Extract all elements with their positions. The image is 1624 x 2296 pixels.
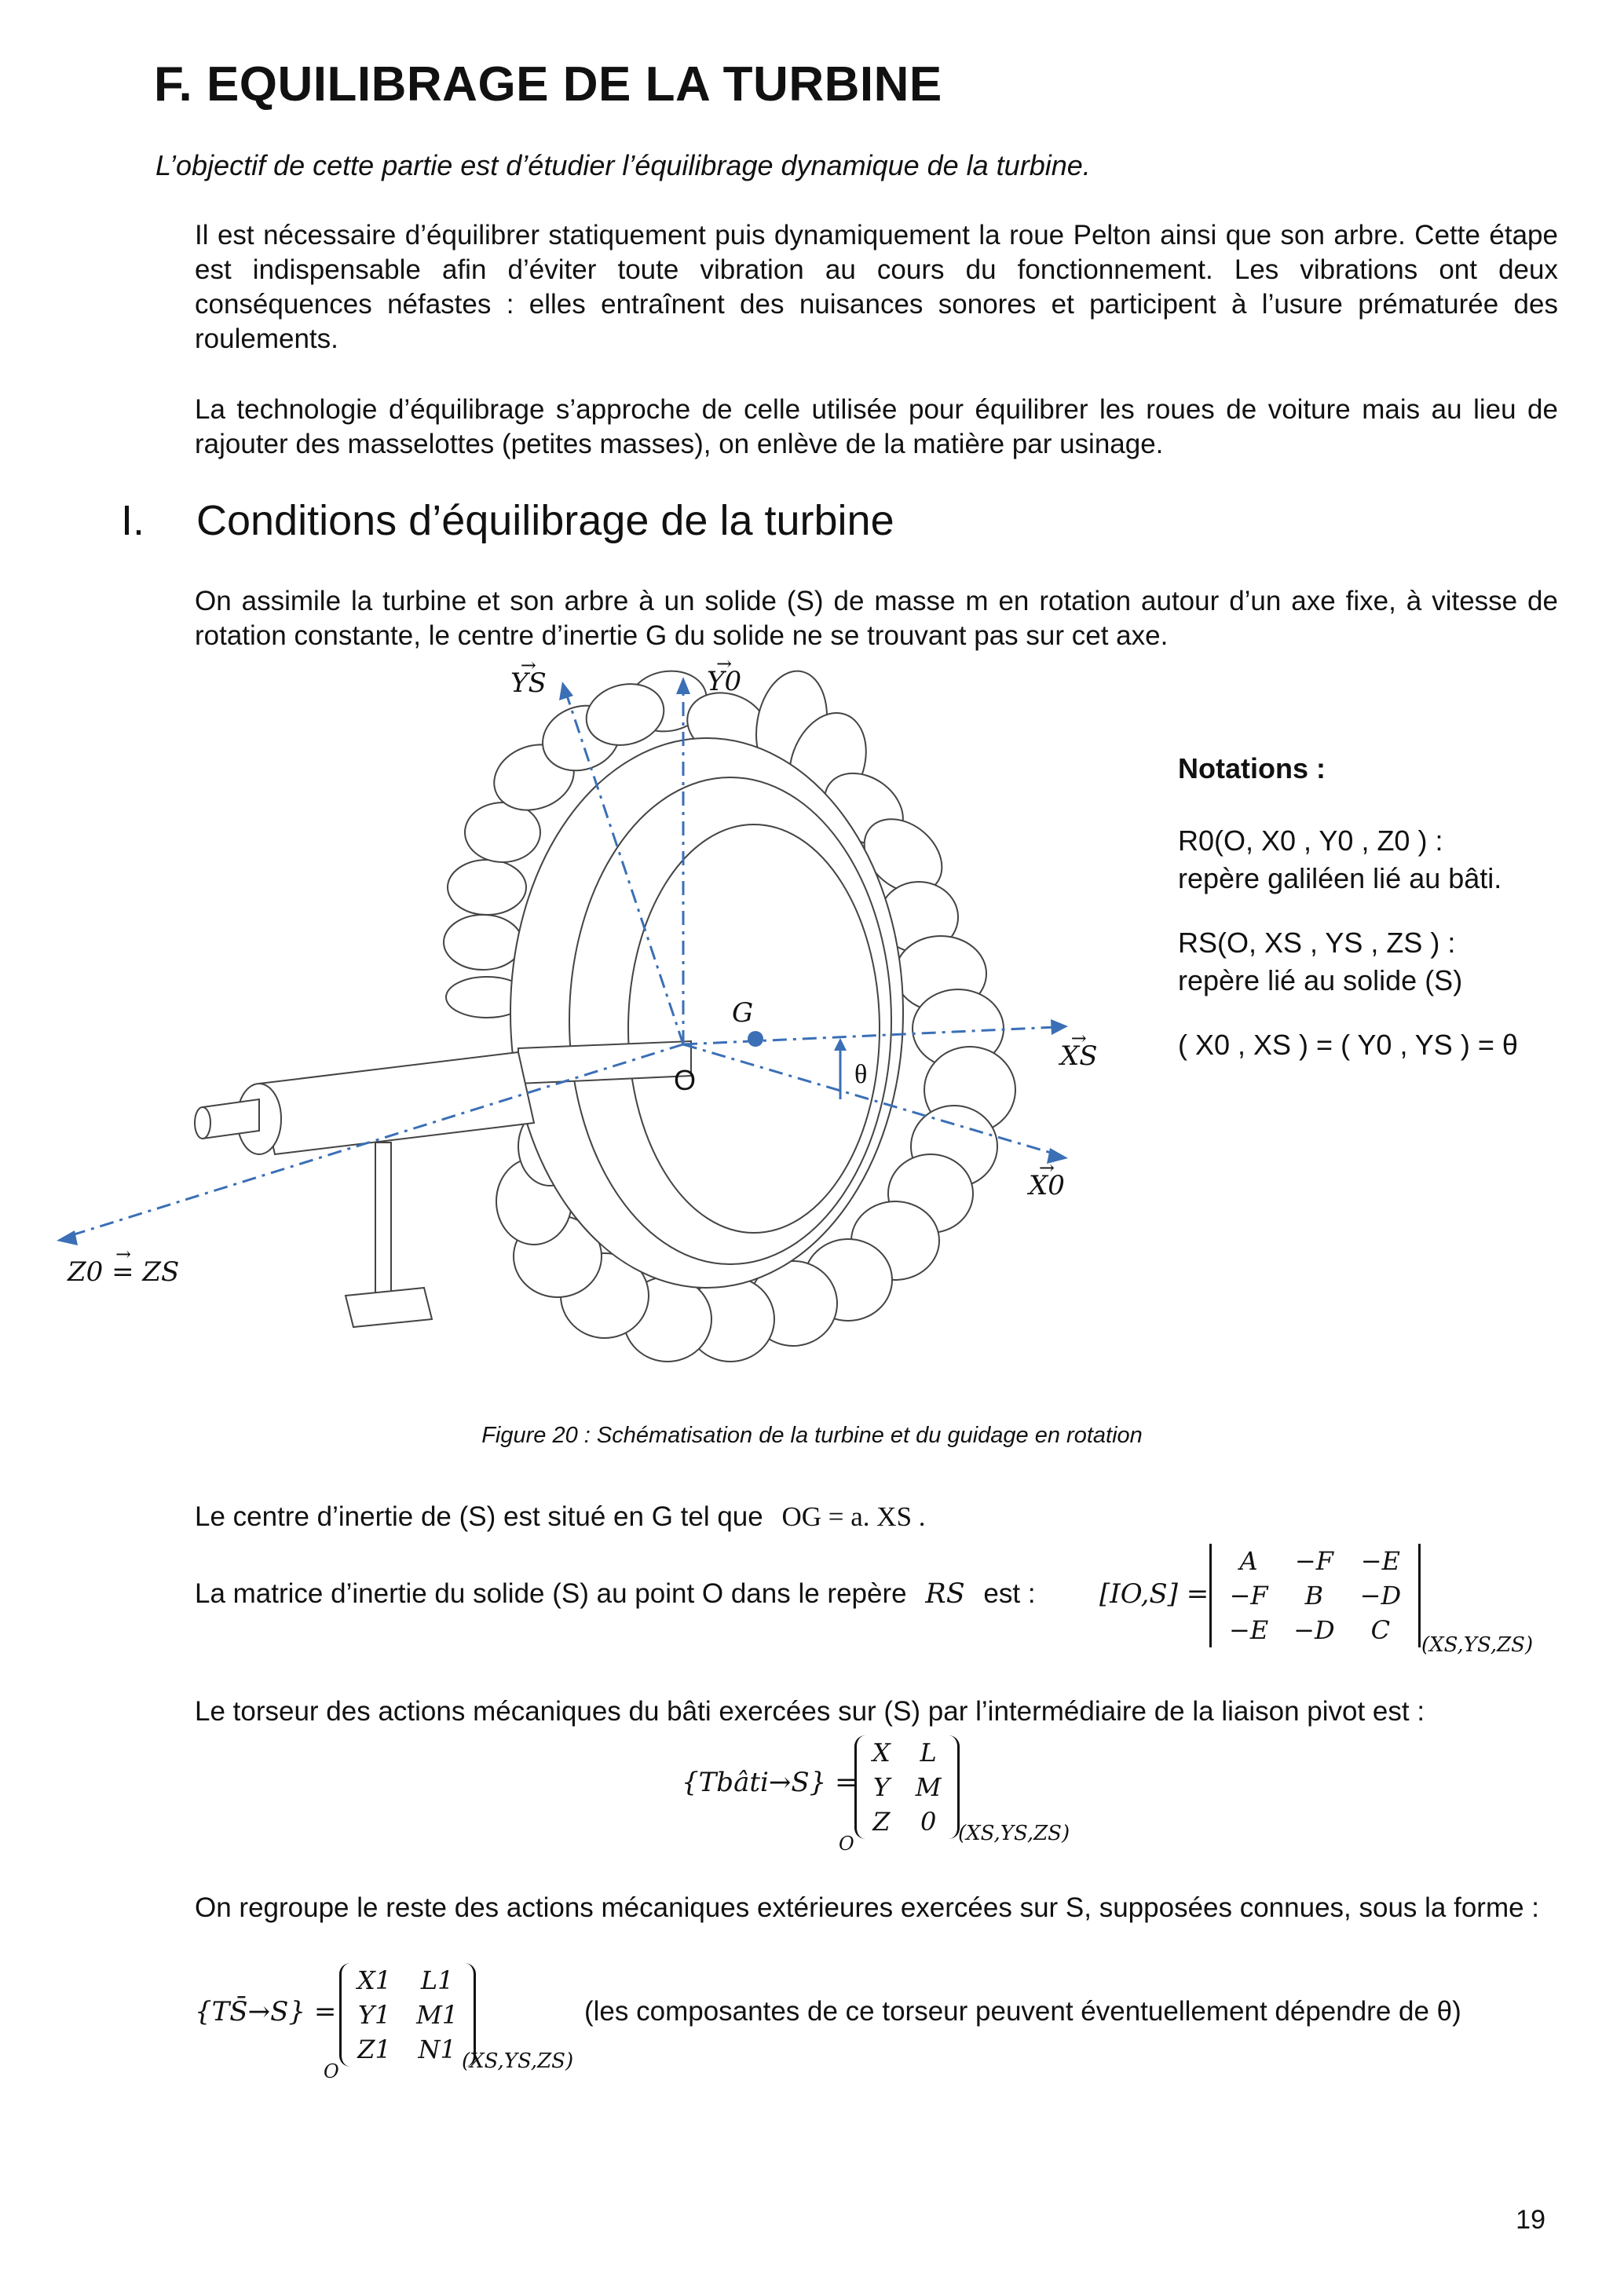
section-number: I. — [121, 497, 145, 544]
inertia-lhs: [IO,S] = — [1099, 1578, 1209, 1610]
torseur1-matrix: X L Y M Z 0 — [854, 1735, 960, 1839]
og-line — [195, 1501, 926, 1533]
torseur1-point: O — [839, 1833, 854, 1855]
pelton-wheel — [444, 665, 1015, 1362]
rs-frame: RS(O, XS , YS , ZS ) : — [1178, 927, 1456, 959]
label-o: O — [674, 1064, 697, 1096]
torseur2-basis: (XS,YS,ZS) — [462, 2049, 574, 2073]
center-g-point — [748, 1031, 763, 1047]
torseur1-text: Le torseur des actions mécaniques du bâti exercées sur (S) par l’intermédiaire de la liaison pivot est : — [195, 1696, 1425, 1727]
torseur2-matrix: X1 L1 Y1 M1 Z1 N1 — [339, 1963, 476, 2067]
wheel-inner — [569, 777, 891, 1264]
r0-frame: R0(O, X0 , Y0 , Z0 ) : — [1178, 824, 1443, 857]
paragraph-2: La technologie d’équilibrage s’approche de celle utilisée pour équilibrer les roues de voiture mais au lieu de rajouter des masselottes (petites masses), on enlève de la matière par usinage. — [195, 394, 1558, 459]
label-xs: → XS — [1060, 1040, 1098, 1072]
torseur2-lhs: {TS̄→S} = — [195, 1996, 337, 2027]
inertia-text: La matrice d’inertie du solide (S) au point O dans le repère — [195, 1578, 907, 1609]
r0-desc: repère galiléen lié au bâti. — [1178, 862, 1502, 894]
paragraph-1: Il est nécessaire d’équilibrer statiquement puis dynamiquement la roue Pelton ainsi que son arbre. Cette étape est indispensable afin d’éviter toute vibration au cours du fonctionnement. Les vibrations ont deux conséquences néfastes : elles entraînent des nuisances sonores et participent à l’usure prématurée des roulements. — [195, 220, 1558, 354]
label-y0: → Y0 — [707, 666, 741, 697]
label-x0: → X0 — [1029, 1170, 1065, 1201]
og-text: Le centre d’inertie de (S) est situé en G tel que — [195, 1501, 763, 1532]
inertia-matrix: A −F −E −F B −D −E −D C — [1209, 1544, 1421, 1647]
inertia-frame: RS — [925, 1578, 965, 1610]
intro-text: L’objectif de cette partie est d’étudier l’équilibrage dynamique de la turbine. — [155, 149, 1091, 181]
torseur1-basis: (XS,YS,ZS) — [958, 1822, 1070, 1845]
rs-desc: repère lié au solide (S) — [1178, 964, 1463, 996]
turbine-figure — [0, 660, 1162, 1413]
torseur2-point: O — [324, 2060, 339, 2082]
og-expr: OG = a. XS . — [781, 1501, 926, 1532]
page-number: 19 — [1516, 2205, 1545, 2235]
figure-caption: Figure 20 : Schématisation de la turbine et du guidage en rotation — [481, 1423, 1143, 1448]
section-title: Conditions d’équilibrage de la turbine — [196, 497, 894, 544]
notations-heading: Notations : — [1178, 752, 1326, 784]
bearing-support — [375, 1143, 391, 1300]
inertia-est: est : — [983, 1578, 1036, 1609]
inertia-basis: (XS,YS,ZS) — [1421, 1633, 1534, 1657]
torseur1-lhs: {Tbâti→S} = — [682, 1767, 858, 1798]
label-ys: → YS — [510, 667, 547, 699]
label-z: → Z0 = ZS — [68, 1256, 179, 1288]
torseur2-note: (les composantes de ce torseur peuvent éventuellement dépendre de θ) — [584, 1996, 1461, 2027]
label-g: G — [732, 997, 754, 1029]
notations — [1178, 750, 1618, 1064]
section-heading — [121, 496, 894, 545]
angle-definition: ( X0 , XS ) = ( Y0 , YS ) = θ — [1178, 1029, 1518, 1061]
paragraph-3: On assimile la turbine et son arbre à un solide (S) de masse m en rotation autour d’un axe fixe, à vitesse de rotation constante, le centre d’inertie G du solide ne se trouvant pas sur cet axe. — [195, 586, 1558, 651]
label-theta: θ — [854, 1060, 868, 1089]
torseur2-text: On regroupe le reste des actions mécaniques extérieures exercées sur S, supposées connues, sous la forme : — [195, 1892, 1540, 1923]
page-title: F. EQUILIBRAGE DE LA TURBINE — [154, 57, 942, 112]
inertia-line — [195, 1578, 1036, 1610]
